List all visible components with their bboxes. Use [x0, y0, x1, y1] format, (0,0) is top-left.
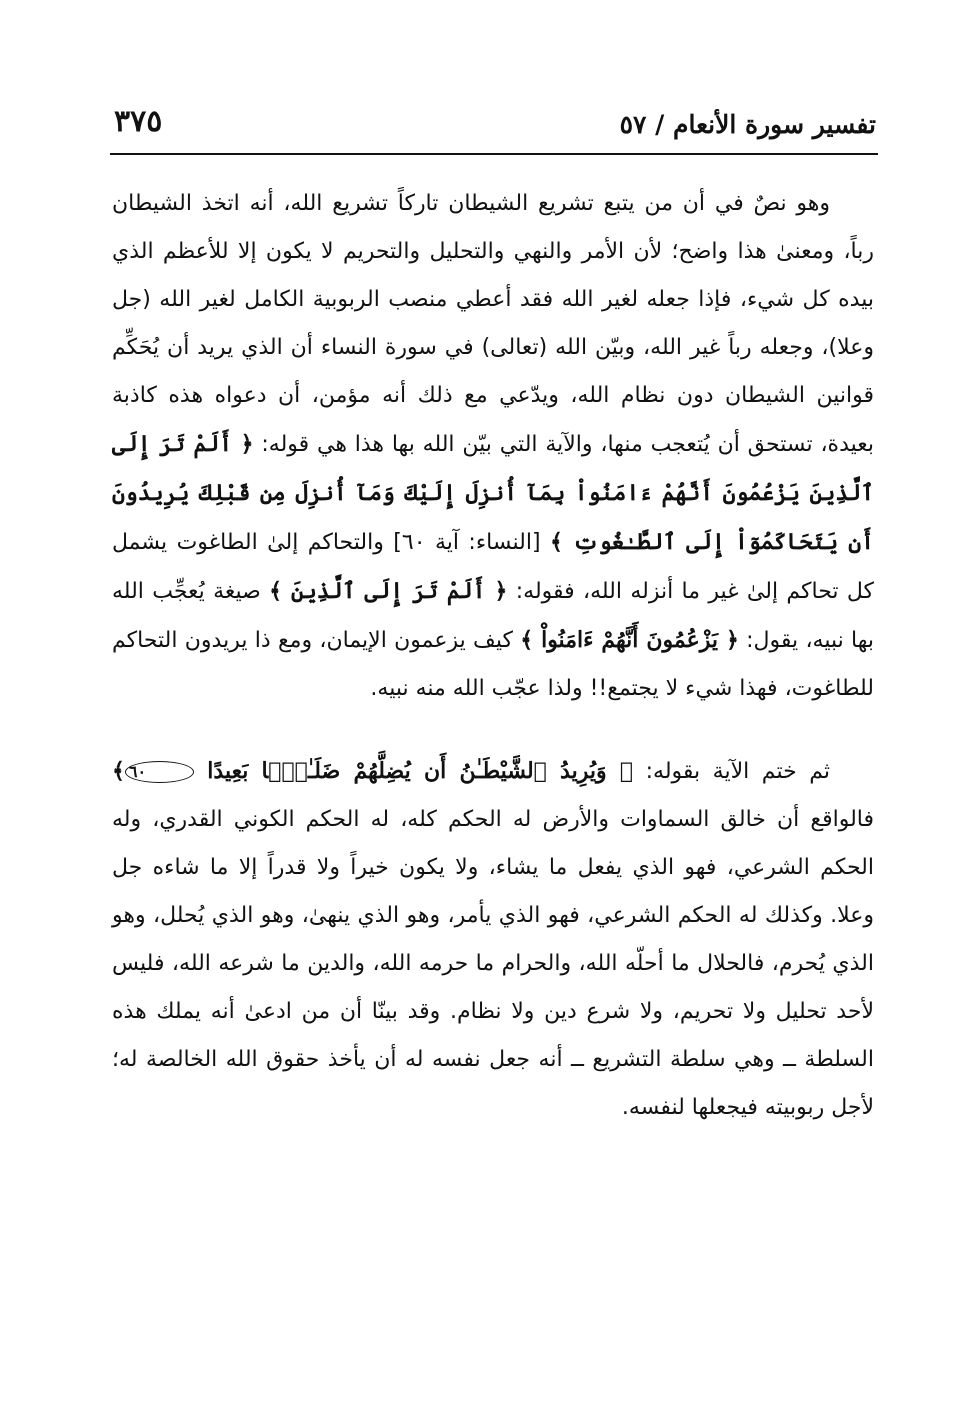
quran-quote-yuridu-shaytan-text: ﴿ وَيُرِيدُ ٱلشَّيْطَـٰنُ أَن يُضِلَّهُمْ ضَلَـٰلًۢا بَعِيدًا	[207, 758, 634, 784]
quran-quote-yuridu-shaytan	[112, 758, 633, 784]
running-title: تفسير سورة الأنعام / ٥٧	[619, 110, 876, 139]
paragraph-2-text-2: فالواقع أن خالق السماوات والأرض له الحكم كله، له الحكم الكوني القدري، وله الحكم الشرعي، فهو الذي يفعل ما يشاء، ولا يكون خيراً ولا قدراً إلا ما شاءه جل وعلا. وكذلك له الحكم الشرعي، فهو الذي يأمر، وهو الذي ينهىٰ، وهو الذي يُحلل، وهو الذي يُحرم، فالحلال ما أحلّه الله، والحرام ما حرمه الله، والدين ما شرعه الله، فليس لأحد تحليل ولا تحريم، ولا شرع دين ولا نظام. وقد بينّا أن من ادعىٰ أنه يملك هذه السلطة ــ وهي سلطة التشريع ــ أنه جعل نفسه له أن يأخذ حقوق الله الخالصة له؛ لأجل ربوبيته فيجعلها لنفسه.	[112, 807, 874, 1120]
header-rule	[110, 153, 878, 155]
ayah-number-marker: ٦٠	[125, 761, 194, 783]
verse-reference: [النساء: آية ٦٠]	[393, 530, 541, 555]
page-header	[108, 96, 876, 152]
quran-quote-yazumun: ﴿ يَزْعُمُونَ أَنَّهُمْ ءَامَنُواْ ﴾	[520, 627, 739, 653]
paragraph-2	[112, 747, 874, 1132]
paragraph-1-text-3: صيغة يُعجِّب الله بها نبيه، يقول:	[112, 579, 874, 653]
quran-quote-nisa-60: ﴿ أَلَمْ تَرَ إِلَى ٱلَّذِينَ يَزْعُمُونَ أَنَّهُمْ ءَامَنُواْ بِمَآ أُنزِلَ إِلَيْكَ وَمَآ أُنزِلَ مِن قَبْلِكَ يُرِيدُونَ أَن يَتَحَاكَمُوٓاْ إِلَى ٱلطَّـٰغُوتِ ﴾	[112, 431, 874, 555]
quran-quote-close: ﴾	[112, 758, 125, 784]
page-number: ٣٧٥	[114, 104, 163, 139]
paragraph-1-text-4: كيف يزعمون الإيمان، ومع ذا يريدون التحاكم للطاغوت، فهذا شيء لا يجتمع!! ولذا عجّب الله منه نبيه.	[112, 628, 874, 701]
paragraph-1-text-1: وهو نصٌ في أن من يتبع تشريع الشيطان تاركاً تشريع الله، أنه اتخذ الشيطان رباً، ومعنىٰ هذا واضح؛ لأن الأمر والنهي والتحليل والتحريم لا يكون إلا للأعظم الذي بيده كل شيء، فإذا جعله لغير الله فقد أعطي منصب الربوبية الكامل لغير الله (جل وعلا)، وجعله رباً غير الله، وبيّن الله (تعالى) في سورة النساء أن الذي يريد أن يُحَكِّم قوانين الشيطان دون نظام الله، ويدّعي مع ذلك أنه مؤمن، أن دعواه هذه كاذبة بعيدة، تستحق أن يُتعجب منها، والآية التي بيّن الله بها هذا هي قوله:	[112, 191, 874, 457]
paragraph-2-text-1: ثم ختم الآية بقوله:	[645, 759, 830, 784]
paragraph-1	[112, 180, 874, 713]
paragraph-1-text-2: والتحاكم إلىٰ الطاغوت يشمل كل تحاكم إلىٰ غير ما أنزله الله، فقوله:	[112, 530, 874, 604]
page-body	[112, 180, 874, 1132]
quran-quote-alam-tara: ﴿ أَلَمْ تَرَ إِلَى ٱلَّذِينَ ﴾	[269, 578, 508, 604]
